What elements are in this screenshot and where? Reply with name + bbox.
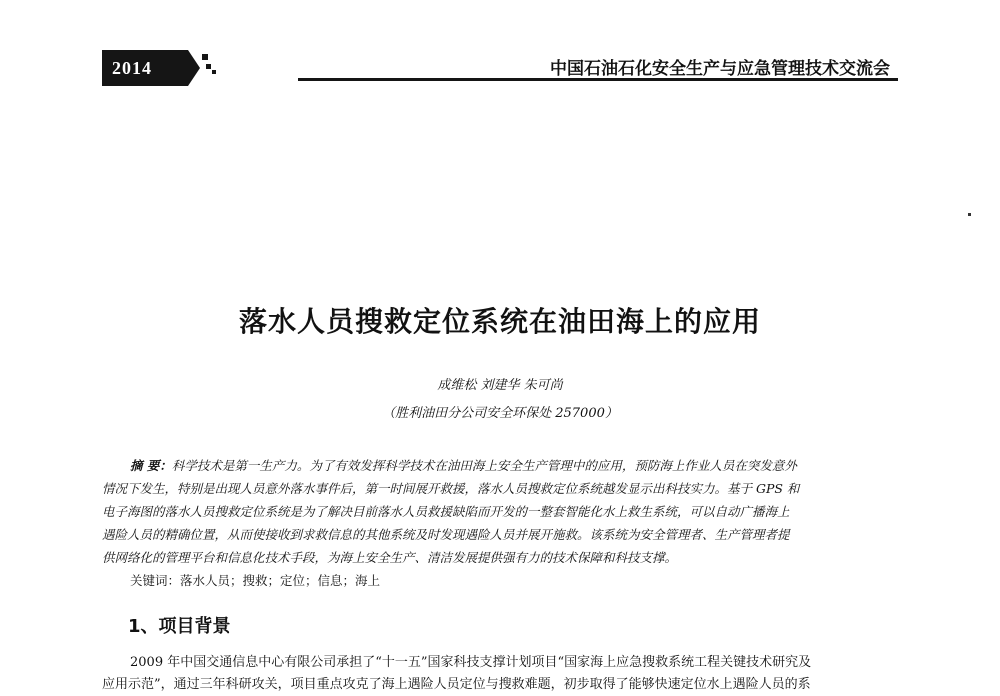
section-body <box>102 652 902 696</box>
abstract-line: 供网络化的管理平台和信息化技术手段，为海上安全生产、清洁发展提供强有力的技术保障和科技支撑。 <box>102 550 678 565</box>
year-label: 2014 <box>112 58 152 78</box>
conference-header <box>102 50 902 86</box>
body-line: 应用示范”，通过三年科研攻关，项目重点攻克了海上遇险人员定位与搜救难题，初步取得了能够快速定位水上遇险人员的系 <box>102 677 811 692</box>
abstract-line: 遇险人员的精确位置，从而使接收到求救信息的其他系统及时发现遇险人员并展开施救。该系统为安全管理者、生产管理者提 <box>102 527 790 542</box>
paper-affiliation: （胜利油田分公司安全环保处 257000） <box>382 406 618 421</box>
abstract-line: 电子海图的落水人员搜救定位系统是为了解决目前落水人员救援缺陷而开发的一整套智能化水上救生系统，可以自动广播海上 <box>102 504 790 519</box>
abstract-line <box>102 454 902 477</box>
pixel-square-icon <box>212 70 216 74</box>
year-block <box>102 50 188 86</box>
keywords: 关键词：落水人员；搜救；定位；信息；海上 <box>130 573 381 588</box>
abstract-text: 科学技术是第一生产力。为了有效发挥科学技术在油田海上安全生产管理中的应用，预防海上作业人员在突发意外 <box>171 458 797 473</box>
header-notch-icon <box>188 50 200 86</box>
conference-title: 中国石油石化安全生产与应急管理技术交流会 <box>550 59 890 79</box>
paper-title: 落水人员搜救定位系统在油田海上的应用 <box>238 305 761 338</box>
pixel-square-icon <box>202 54 208 60</box>
paper-authors: 成维松 刘建华 朱可尚 <box>437 378 563 393</box>
pixel-square-icon <box>206 64 211 69</box>
abstract-label: 摘 要： <box>130 458 172 473</box>
speck-mark <box>968 213 971 216</box>
section-heading: 1、项目背景 <box>128 616 231 637</box>
abstract <box>102 454 902 569</box>
abstract-line: 情况下发生，特别是出现人员意外落水事件后，第一时间展开救援，落水人员搜救定位系统越发显示出科技实力。基于 GPS 和 <box>102 481 800 496</box>
body-line: 2009 年中国交通信息中心有限公司承担了“十一五”国家科技支撑计划项目“国家海上应急搜救系统工程关键技术研究及 <box>130 655 812 670</box>
